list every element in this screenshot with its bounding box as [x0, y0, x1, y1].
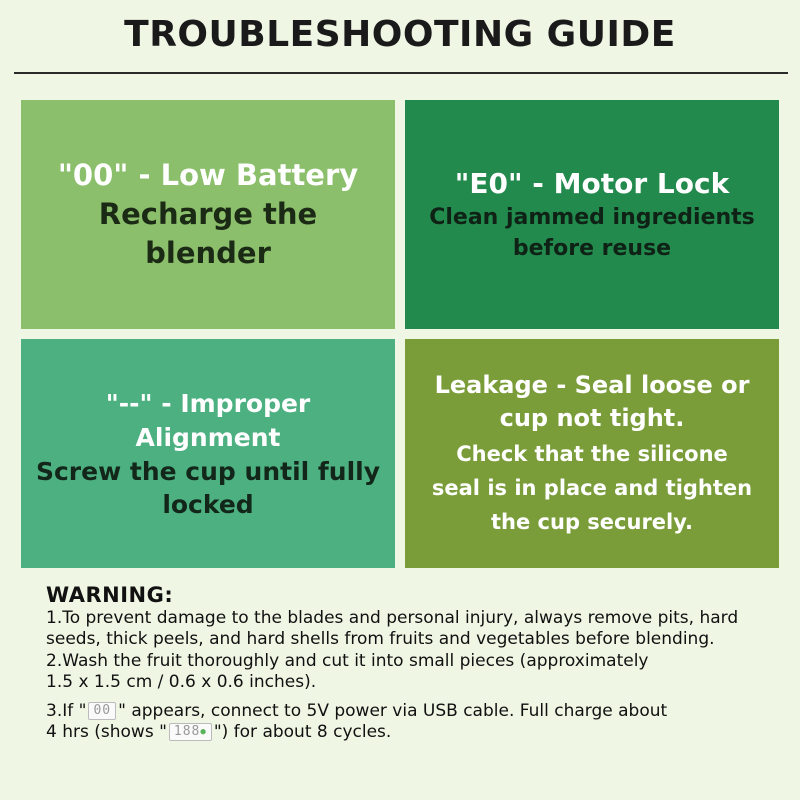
card-improper-alignment [21, 339, 395, 568]
card-body-line: Clean jammed ingredients [429, 204, 755, 230]
card-body-line: locked [162, 489, 254, 519]
card-heading: "E0" - Motor Lock [454, 166, 730, 200]
card-heading: "--" - Improper Alignment [105, 388, 311, 452]
card-body-line: before reuse [512, 235, 672, 261]
title-divider [14, 72, 788, 74]
warning-item-2 [46, 651, 776, 693]
lcd-display-digits: 188 [173, 724, 201, 739]
warning-item-3-text: 3.If " [46, 701, 87, 721]
warning-item-2-line-2: 1.5 x 1.5 cm / 0.6 x 0.6 inches). [46, 672, 317, 692]
page-title: TROUBLESHOOTING GUIDE [124, 14, 676, 55]
lcd-display-icon [169, 723, 212, 741]
card-body-line: Screw the cup until fully [35, 456, 381, 486]
warning-item-2-line-1: 2.Wash the fruit thoroughly and cut it into small pieces (approximately [46, 651, 649, 671]
card-leakage [405, 339, 779, 568]
warning-item-3-text: " appears, connect to 5V power via USB cable. Full charge about [118, 701, 668, 721]
card-motor-lock [405, 100, 779, 329]
card-body-line: Recharge the blender [98, 197, 318, 270]
card-heading-line: Leakage - Seal loose or [434, 370, 750, 399]
warning-title: WARNING: [46, 583, 174, 607]
lcd-display-icon [88, 702, 116, 720]
charging-dot-icon: ● [200, 727, 207, 737]
card-body-line: the cup securely. [491, 509, 693, 534]
warning-item-3-text: 4 hrs (shows " [46, 722, 167, 742]
warning-item-3 [46, 701, 776, 743]
warning-item-1: 1.To prevent damage to the blades and personal injury, always remove pits, hard seeds, thick peels, and hard shells from fruits and vegetables before blending. [46, 608, 739, 649]
card-body-line: seal is in place and tighten [431, 475, 753, 500]
warning-item-3-text: ") for about 8 cycles. [213, 722, 392, 742]
card-body-line: Check that the silicone [456, 441, 728, 466]
card-low-battery [21, 100, 395, 329]
warning-section [46, 582, 776, 743]
lcd-display-digits: 00 [93, 703, 112, 718]
card-heading: "00" - Low Battery [57, 158, 359, 192]
card-heading-line: cup not tight. [499, 403, 685, 432]
